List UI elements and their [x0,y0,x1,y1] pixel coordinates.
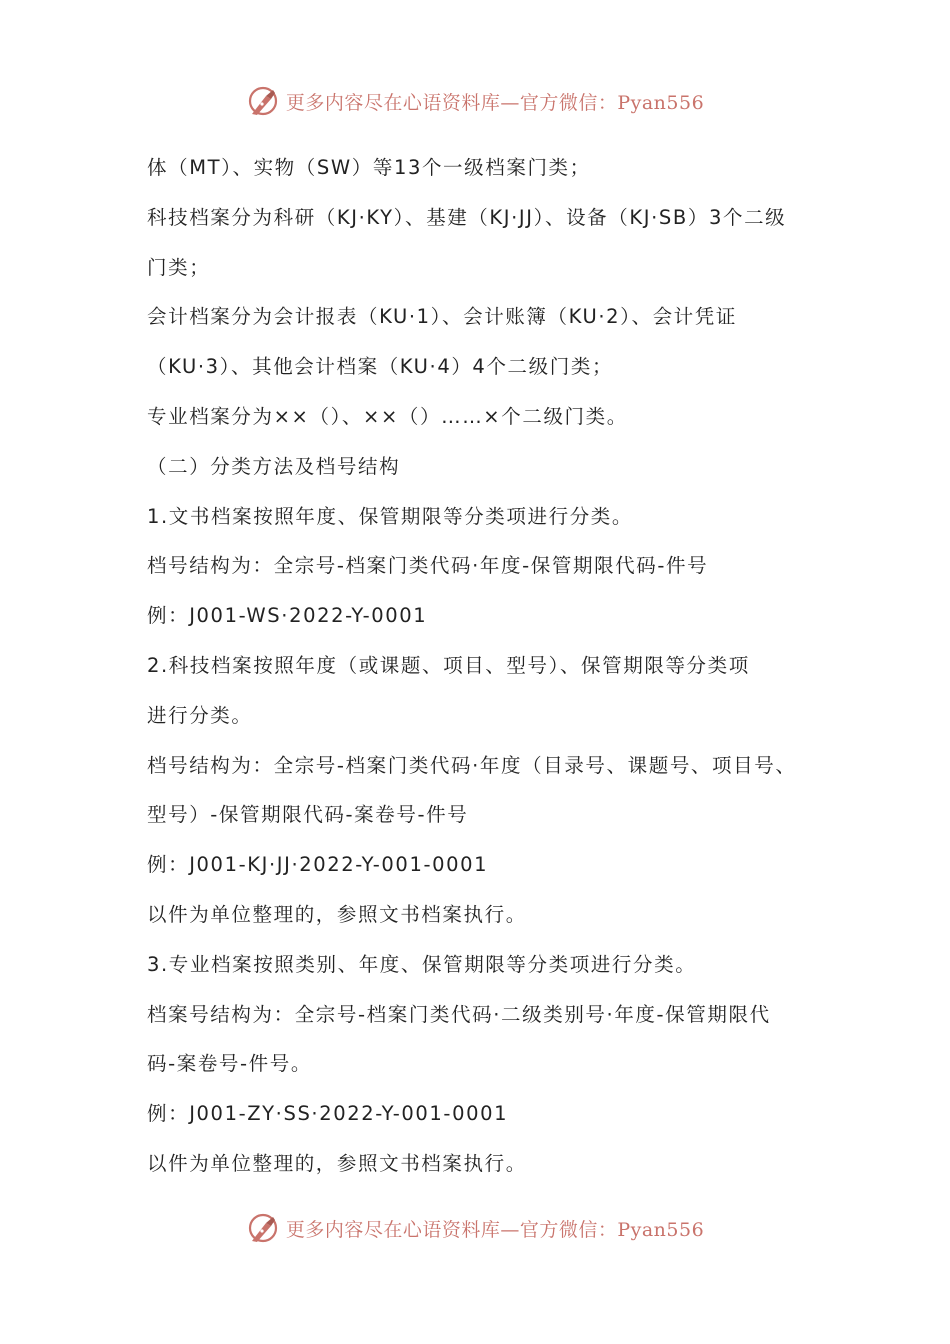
body-line: 档号结构为：全宗号-档案门类代码·年度（目录号、课题号、项目号、 [147,753,797,777]
section-heading: （二）分类方法及档号结构 [147,454,401,478]
body-line: 科技档案分为科研（KJ·KY）、基建（KJ·JJ）、设备（KJ·SB）3个二级 [147,205,787,229]
body-line: 专业档案分为××（）、××（）……×个二级门类。 [147,404,628,428]
body-line: 型号）-保管期限代码-案卷号-件号 [147,803,469,827]
watermark-text: 更多内容尽在心语资料库—官方微信：Pyan556 [285,1218,705,1241]
body-line: 档案号结构为：全宗号-档案门类代码·二级类别号·年度-保管期限代 [147,1002,771,1026]
body-line: 以件为单位整理的，参照文书档案执行。 [147,902,527,926]
body-line: 1.文书档案按照年度、保管期限等分类项进行分类。 [147,504,634,528]
body-line: 档号结构为：全宗号-档案门类代码·年度-保管期限代码-件号 [147,554,709,578]
body-line: 以件为单位整理的，参照文书档案执行。 [147,1151,527,1175]
example-line: 例：J001-ZY·SS·2022-Y-001-0001 [147,1102,509,1126]
body-line: 进行分类。 [147,703,253,727]
body-line: 会计档案分为会计报表（KU·1）、会计账簿（KU·2）、会计凭证 [147,305,737,329]
body-line: 码-案卷号-件号。 [147,1052,312,1076]
footer-watermark [0,1211,950,1245]
body-line: （KU·3）、其他会计档案（KU·4）4个二级门类； [147,355,614,379]
body-line: 体（MT）、实物（SW）等13个一级档案门类； [147,156,591,179]
pen-nib-circle-icon [246,1211,280,1245]
document-body [147,148,837,1194]
example-line: 例：J001-WS·2022-Y-0001 [147,604,428,628]
watermark-text: 更多内容尽在心语资料库—官方微信：Pyan556 [285,91,705,114]
header-watermark [0,84,950,118]
body-line: 门类； [147,255,211,279]
pen-nib-circle-icon [246,84,280,118]
body-line: 3.专业档案按照类别、年度、保管期限等分类项进行分类。 [147,952,697,976]
body-line: 2.科技档案按照年度（或课题、项目、型号）、保管期限等分类项 [147,653,750,677]
example-line: 例：J001-KJ·JJ·2022-Y-001-0001 [147,853,489,877]
